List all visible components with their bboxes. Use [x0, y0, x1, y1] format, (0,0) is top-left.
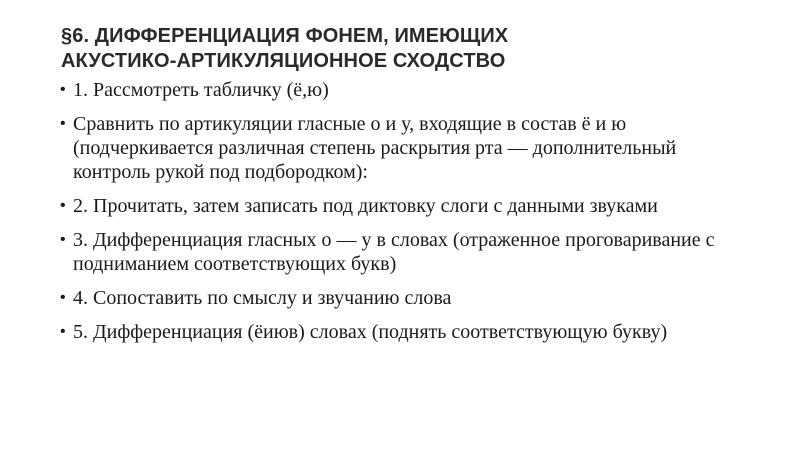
bullet-item-4	[0, 228, 800, 276]
bullet-text: 5. Дифференциация (ёиюв) словах (поднять соответствующую букву)	[73, 321, 668, 343]
bullet-item-2	[0, 112, 800, 184]
bullet-dot-icon: •	[60, 81, 66, 98]
bullet-item-5	[0, 286, 800, 310]
bullet-dot-icon: •	[60, 289, 66, 306]
bullet-text: 2. Прочитать, затем записать под диктовку слоги с данными звуками	[73, 195, 658, 217]
bullet-dot-icon: •	[60, 197, 66, 214]
bullet-text: 4. Сопоставить по смыслу и звучанию слова	[73, 287, 452, 309]
bullet-dot-icon: •	[60, 115, 66, 132]
bullet-list	[0, 78, 800, 354]
bullet-item-6	[0, 320, 800, 344]
bullet-text: 1. Рассмотреть табличку (ё,ю)	[73, 79, 329, 101]
bullet-item-3	[0, 194, 800, 218]
slide-title-line-1: §6. ДИФФЕРЕНЦИАЦИЯ ФОНЕМ, ИМЕЮЩИХ	[61, 25, 509, 47]
slide-title-line-2: АКУСТИКО-АРТИКУЛЯЦИОННОЕ СХОДСТВО	[61, 50, 506, 72]
bullet-dot-icon: •	[60, 323, 66, 340]
bullet-dot-icon: •	[60, 231, 66, 248]
bullet-text: Сравнить по артикуляции гласные о и у, входящие в состав ё и ю (подчеркивается различная степень раскрытия рта — дополнительный контроль рукой под подбородком):	[73, 113, 677, 183]
slide-title	[61, 24, 761, 74]
bullet-text: 3. Дифференциация гласных о — у в словах (отраженное проговаривание с подниманием соответствующих букв)	[73, 229, 715, 275]
bullet-item-1	[0, 78, 800, 102]
